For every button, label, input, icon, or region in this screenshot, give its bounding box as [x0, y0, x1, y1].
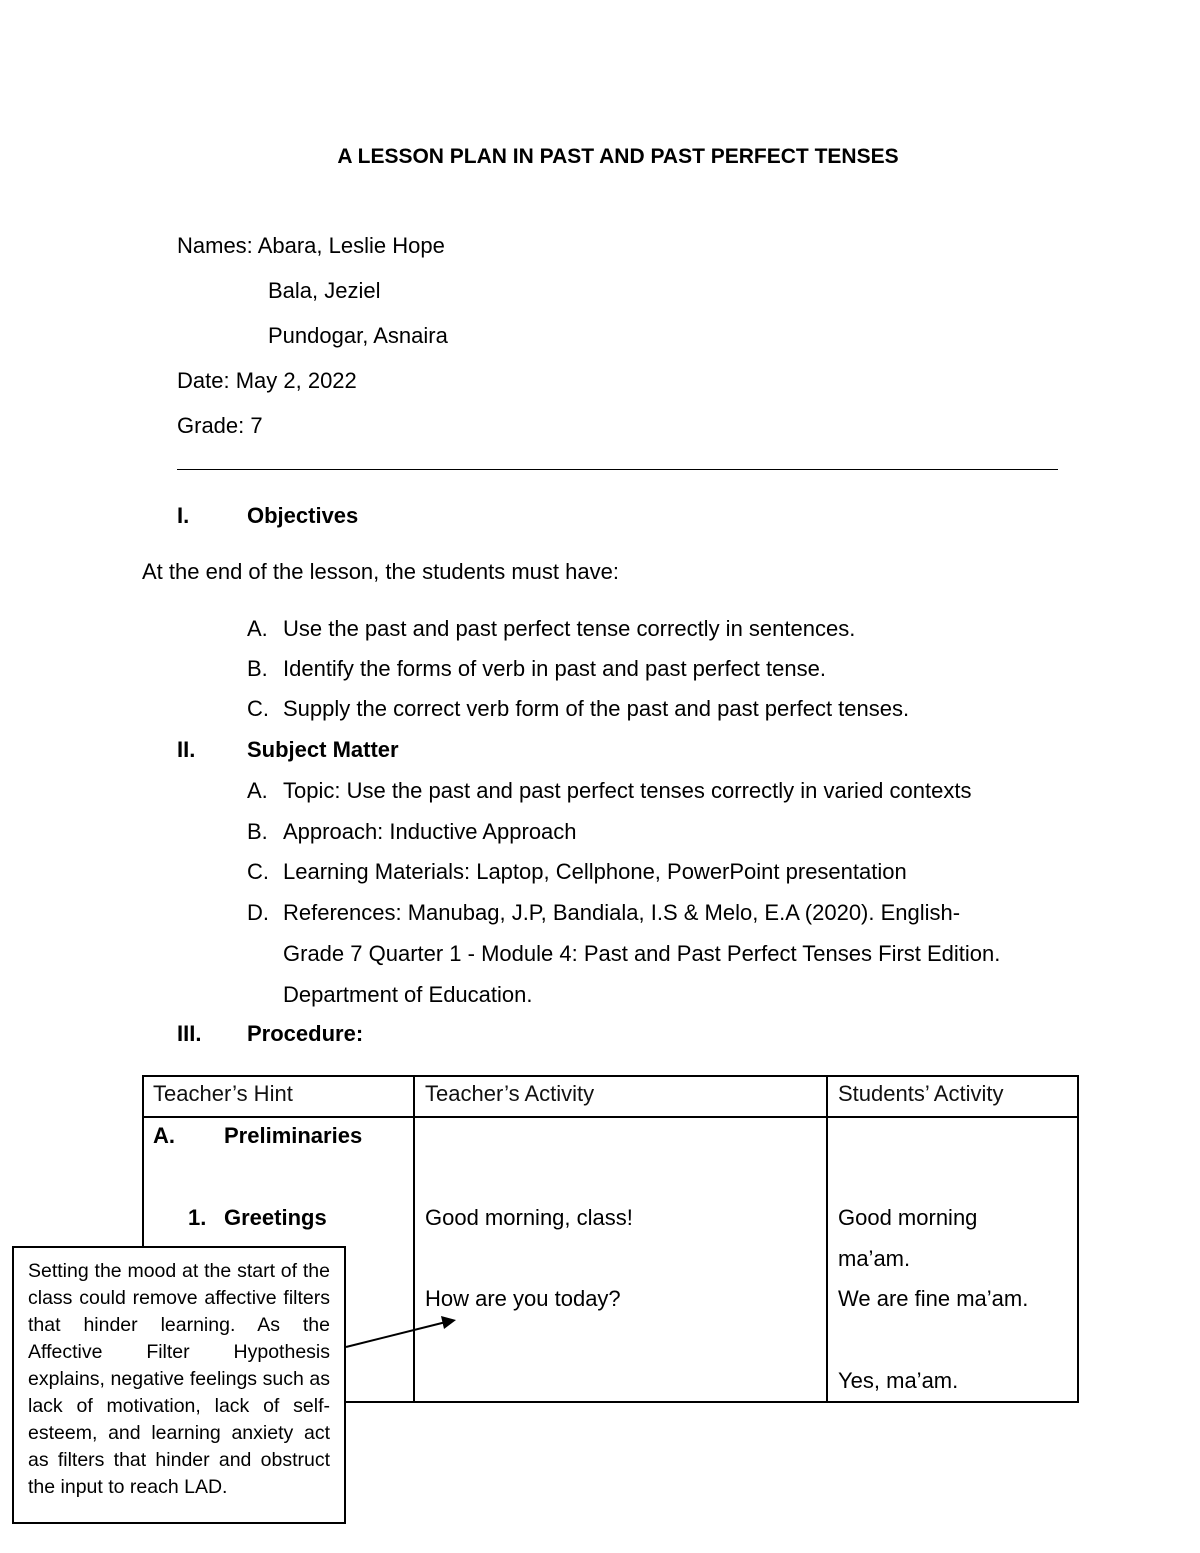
header-teachers-hint: Teacher’s Hint — [153, 1081, 293, 1106]
names-line: Names: Abara, Leslie Hope — [177, 233, 445, 258]
teacher-line: Good morning, class! — [425, 1205, 633, 1230]
section-marker: A. — [153, 1123, 175, 1148]
reference-line-2: Grade 7 Quarter 1 - Module 4: Past and Past Perfect Tenses First Edition. — [283, 941, 1001, 966]
reference-line-3: Department of Education. — [283, 982, 533, 1007]
objectives-intro: At the end of the lesson, the students must have: — [142, 559, 619, 584]
student-line: We are fine ma’am. — [838, 1286, 1029, 1311]
item-text: Use the past and past perfect tense correctly in sentences. — [283, 616, 856, 641]
section-number-procedure: III. — [177, 1021, 202, 1046]
item-text: References: Manubag, J.P, Bandiala, I.S & Melo, E.A (2020). English- — [283, 900, 961, 925]
teacher-activity-cell — [414, 1117, 827, 1402]
student-line: Good morning — [838, 1205, 978, 1230]
header-cell — [827, 1076, 1078, 1117]
step-title: Greetings — [224, 1205, 327, 1230]
item-marker: A. — [247, 778, 268, 803]
student-line: Yes, ma’am. — [838, 1368, 959, 1393]
section-number-objectives: I. — [177, 503, 190, 528]
grade-line: Grade: 7 — [177, 413, 263, 438]
subject-item — [247, 902, 960, 924]
header-cell — [414, 1076, 827, 1117]
section-heading-procedure: Procedure: — [247, 1021, 364, 1046]
header-teachers-activity: Teacher’s Activity — [425, 1081, 595, 1106]
section-heading-objectives: Objectives — [247, 503, 359, 528]
section-title: Preliminaries — [224, 1123, 363, 1148]
item-marker: B. — [247, 819, 268, 844]
subject-item — [247, 861, 907, 883]
name-2: Bala, Jeziel — [268, 278, 381, 303]
date-line: Date: May 2, 2022 — [177, 368, 357, 393]
subject-item — [247, 821, 577, 843]
student-line: ma’am. — [838, 1246, 911, 1271]
horizontal-divider — [177, 469, 1058, 470]
item-marker: C. — [247, 696, 269, 721]
item-text: Topic: Use the past and past perfect tenses correctly in varied contexts — [283, 778, 972, 803]
page-title: A LESSON PLAN IN PAST AND PAST PERFECT TENSES — [337, 145, 899, 168]
item-text: Approach: Inductive Approach — [283, 819, 577, 844]
objective-item — [247, 658, 826, 680]
teacher-line: How are you today? — [425, 1286, 621, 1311]
item-text: Learning Materials: Laptop, Cellphone, PowerPoint presentation — [283, 859, 907, 884]
student-activity-cell — [827, 1117, 1078, 1402]
objective-item — [247, 618, 855, 640]
item-marker: B. — [247, 656, 268, 681]
step-marker: 1. — [188, 1205, 207, 1230]
item-marker: A. — [247, 616, 268, 641]
item-text: Supply the correct verb form of the past and past perfect tenses. — [283, 696, 910, 721]
item-marker: D. — [247, 900, 269, 925]
item-text: Identify the forms of verb in past and past perfect tense. — [283, 656, 826, 681]
item-marker: C. — [247, 859, 269, 884]
subject-item — [247, 780, 971, 802]
header-cell — [143, 1076, 414, 1117]
name-3: Pundogar, Asnaira — [268, 323, 448, 348]
section-heading-subject-matter: Subject Matter — [247, 737, 399, 762]
annotation-callout: Setting the mood at the start of the class could remove affective filters that hinder learning. As the Affective Filter Hypothesis explains, negative feelings such as lack of motivation, lack of self-esteem, and learning anxiety act as filters that hinder and obstruct the input to reach LAD. — [12, 1246, 346, 1524]
objective-item — [247, 698, 909, 720]
table-header-row — [143, 1076, 1078, 1117]
header-students-activity: Students’ Activity — [838, 1081, 1004, 1106]
section-number-subject-matter: II. — [177, 737, 196, 762]
